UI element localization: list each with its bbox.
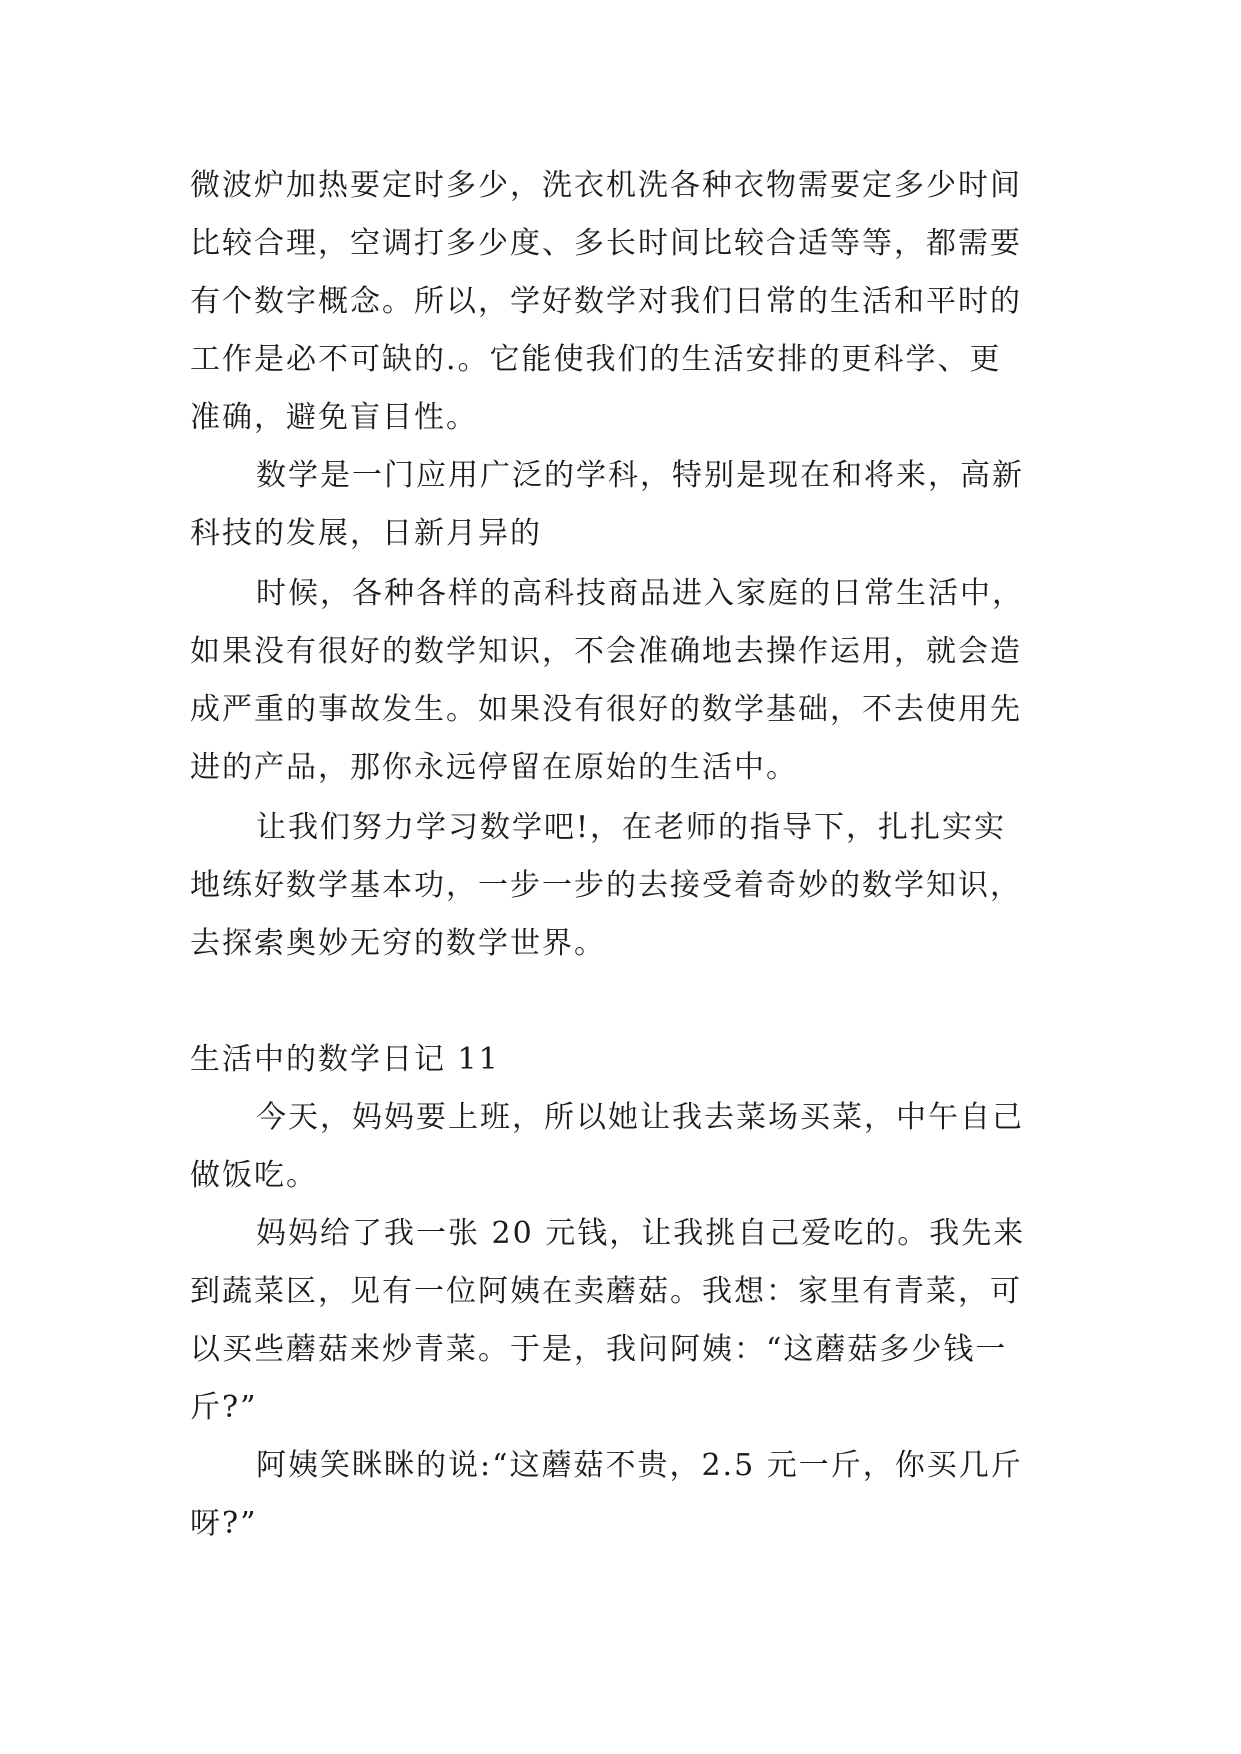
text-line: 地练好数学基本功，一步一步的去接受着奇妙的数学知识， xyxy=(190,868,1022,903)
text-line: 去探索奥妙无穷的数学世界。 xyxy=(190,926,606,961)
text-line: 工作是必不可缺的.。它能使我们的生活安排的更科学、更 xyxy=(190,342,1002,377)
text-line: 科技的发展，日新月异的 xyxy=(190,516,542,551)
text-line: 妈妈给了我一张 20 元钱，让我挑自己爱吃的。我先来 xyxy=(256,1216,1026,1251)
text-line: 做饭吃。 xyxy=(190,1158,318,1193)
text-line: 让我们努力学习数学吧!，在老师的指导下，扎扎实实 xyxy=(256,810,1007,845)
text-line: 比较合理，空调打多少度、多长时间比较合适等等，都需要 xyxy=(190,226,1022,261)
text-line: 进的产品，那你永远停留在原始的生活中。 xyxy=(190,750,798,785)
text-line: 有个数字概念。所以，学好数学对我们日常的生活和平时的 xyxy=(190,284,1022,319)
section-heading: 生活中的数学日记 11 xyxy=(190,1042,500,1077)
text-line: 以买些蘑菇来炒青菜。于是，我问阿姨：“这蘑菇多少钱一 xyxy=(190,1332,1008,1367)
text-line: 数学是一门应用广泛的学科，特别是现在和将来，高新 xyxy=(256,458,1024,493)
text-line: 准确，避免盲目性。 xyxy=(190,400,478,435)
text-line: 到蔬菜区，见有一位阿姨在卖蘑菇。我想：家里有青菜，可 xyxy=(190,1274,1022,1309)
text-line: 阿姨笑眯眯的说:“这蘑菇不贵，2.5 元一斤，你买几斤 xyxy=(256,1448,1023,1483)
text-line: 今天，妈妈要上班，所以她让我去菜场买菜，中午自己 xyxy=(256,1100,1024,1135)
text-line: 时候，各种各样的高科技商品进入家庭的日常生活中， xyxy=(256,576,1024,611)
text-line: 微波炉加热要定时多少，洗衣机洗各种衣物需要定多少时间 xyxy=(190,168,1022,203)
text-line: 斤?” xyxy=(190,1390,258,1425)
text-line: 呀?” xyxy=(190,1506,258,1541)
text-line: 成严重的事故发生。如果没有很好的数学基础，不去使用先 xyxy=(190,692,1022,727)
text-line: 如果没有很好的数学知识，不会准确地去操作运用，就会造 xyxy=(190,634,1022,669)
